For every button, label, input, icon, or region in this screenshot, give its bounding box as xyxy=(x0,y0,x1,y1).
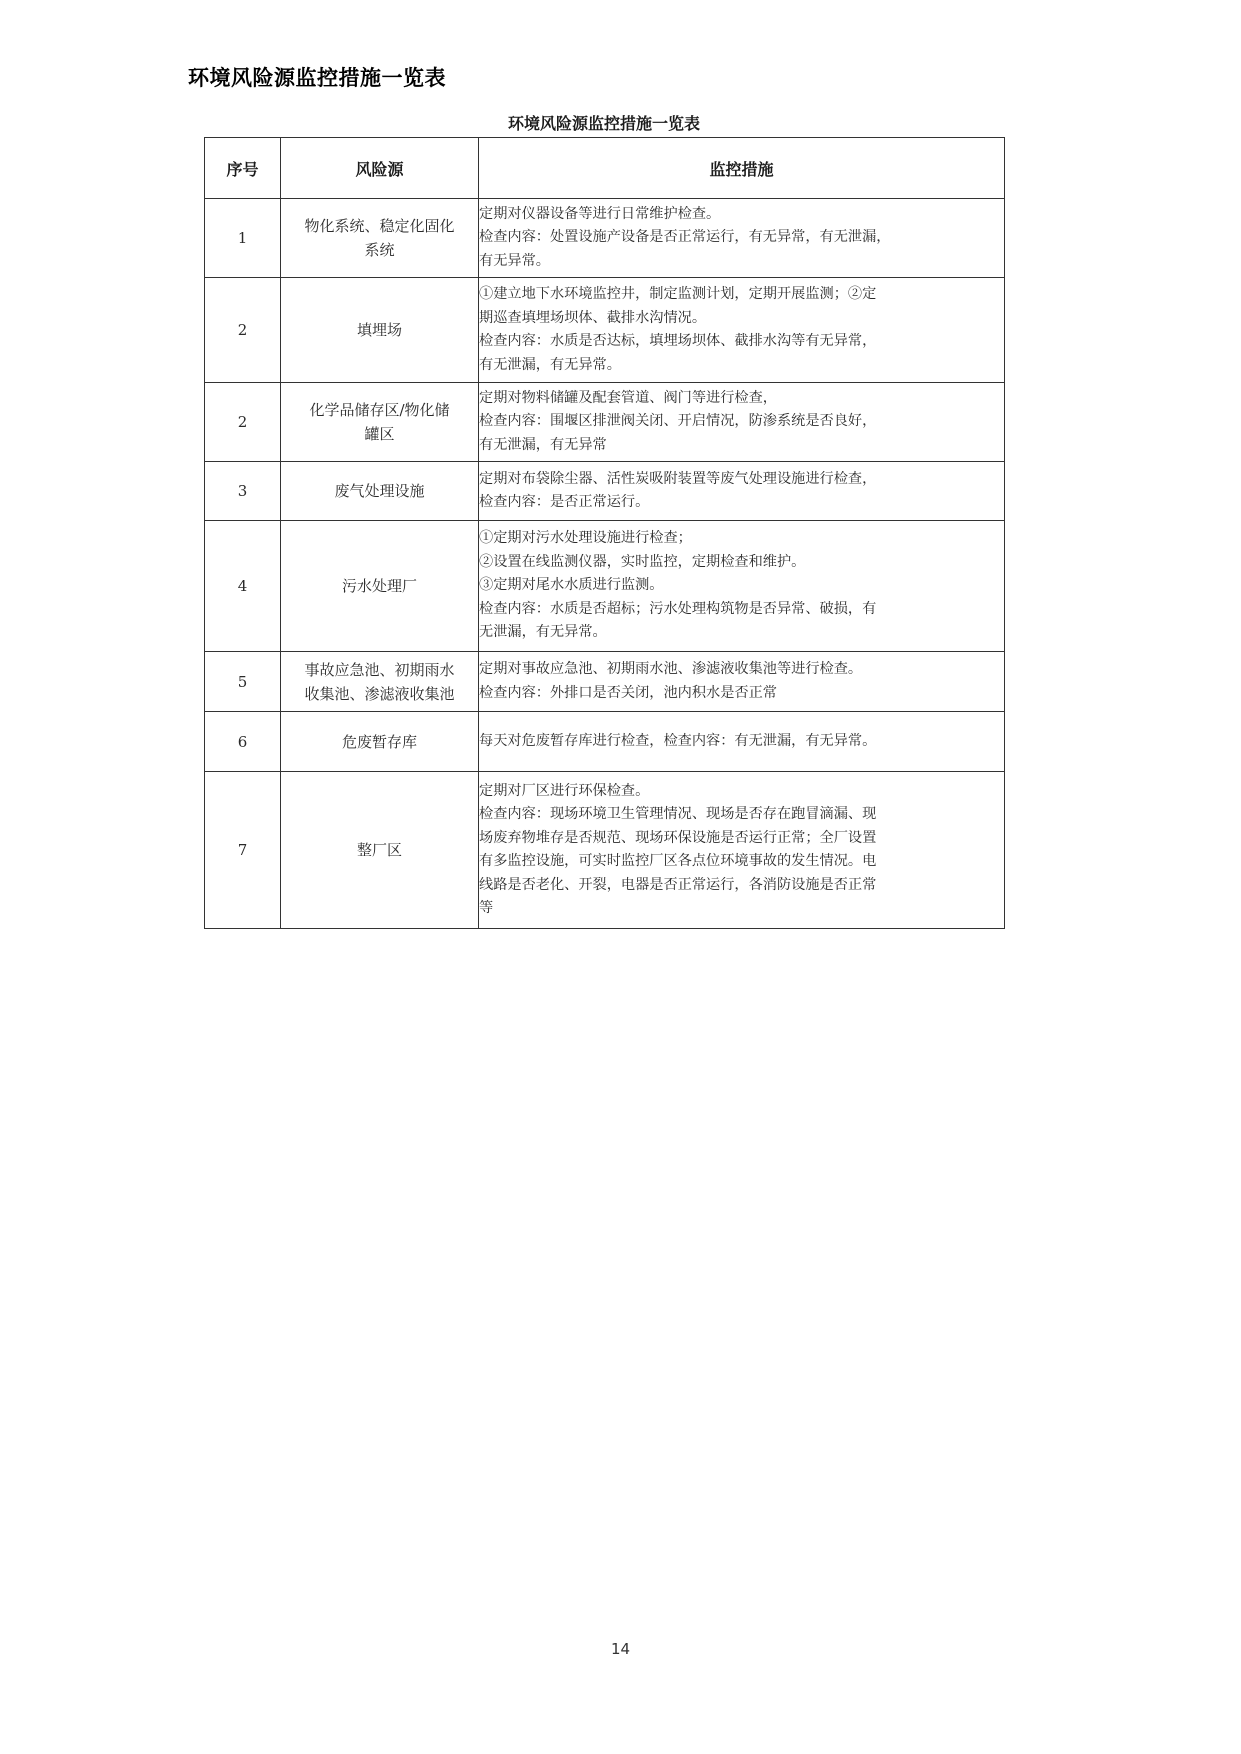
measure-line: 有多监控设施，可实时监控厂区各点位环境事故的发生情况。电 xyxy=(479,853,877,869)
measure-line: 无泄漏，有无异常。 xyxy=(479,624,607,641)
row-measures xyxy=(479,712,1005,772)
source-line: 系统 xyxy=(364,241,395,259)
row-no: 4 xyxy=(205,521,281,652)
table-header-row xyxy=(205,138,1005,199)
row-source xyxy=(281,199,479,278)
row-no: 7 xyxy=(205,772,281,929)
header-no: 序号 xyxy=(205,138,281,199)
table-row xyxy=(205,652,1005,712)
measure-line: 检查内容：水质是否超标；污水处理构筑物是否异常、破损，有 xyxy=(479,600,877,617)
measure-line: 定期对物料储罐及配套管道、阀门等进行检查， xyxy=(479,389,777,406)
source-line: 污水处理厂 xyxy=(341,577,417,595)
row-source xyxy=(281,521,479,652)
row-no: 2 xyxy=(205,278,281,383)
row-no: 6 xyxy=(205,712,281,772)
row-source xyxy=(281,278,479,383)
row-source xyxy=(281,712,479,772)
row-measures xyxy=(479,772,1005,929)
table-row xyxy=(205,199,1005,278)
row-no: 2 xyxy=(205,383,281,462)
row-no: 5 xyxy=(205,652,281,712)
row-source xyxy=(281,462,479,521)
measure-line: 场废弃物堆存是否规范、现场环保设施是否运行正常；全厂设置 xyxy=(479,829,877,846)
row-measures xyxy=(479,199,1005,278)
measure-line: ①建立地下水环境监控井，制定监测计划，定期开展监测；②定 xyxy=(479,286,877,302)
measure-line: 线路是否老化、开裂，电器是否正常运行，各消防设施是否正常 xyxy=(479,876,877,893)
source-line: 废气处理设施 xyxy=(334,482,425,500)
table-row xyxy=(205,521,1005,652)
risk-monitoring-table xyxy=(204,137,1005,929)
row-measures xyxy=(479,278,1005,383)
measure-line: 定期对仪器设备等进行日常维护检查。 xyxy=(479,205,721,222)
source-line: 危废暂存库 xyxy=(341,732,417,751)
row-measures xyxy=(479,383,1005,462)
source-line: 罐区 xyxy=(364,425,395,443)
measure-line: 有无泄漏，有无异常。 xyxy=(479,356,621,373)
row-source xyxy=(281,772,479,929)
table-caption: 环境风险源监控措施一览表 xyxy=(507,114,700,133)
source-line: 事故应急池、初期雨水 xyxy=(304,660,455,679)
table-row xyxy=(205,383,1005,462)
page-number: 14 xyxy=(610,1640,631,1658)
measure-line: 等 xyxy=(479,900,494,916)
header-measures: 监控措施 xyxy=(479,138,1005,199)
source-line: 化学品储存区/物化储 xyxy=(309,401,450,419)
row-measures xyxy=(479,462,1005,521)
measure-line: 每天对危废暂存库进行检查，检查内容：有无泄漏，有无异常。 xyxy=(479,732,877,749)
table-row xyxy=(205,712,1005,772)
measure-line: 检查内容：处置设施产设备是否正常运行，有无异常，有无泄漏， xyxy=(479,229,891,246)
measure-line: 有无异常。 xyxy=(479,252,550,269)
measure-line: 定期对事故应急池、初期雨水池、渗滤液收集池等进行检查。 xyxy=(479,661,863,677)
source-line: 填埋场 xyxy=(356,321,402,339)
measure-line: ②设置在线监测仪器，实时监控，定期检查和维护。 xyxy=(479,553,806,570)
table-row xyxy=(205,278,1005,383)
source-line: 整厂区 xyxy=(356,841,402,859)
measure-line: ③定期对尾水水质进行监测。 xyxy=(479,577,664,594)
source-line: 收集池、渗滤液收集池 xyxy=(304,684,455,703)
row-measures xyxy=(479,521,1005,652)
table-row xyxy=(205,462,1005,521)
measure-line: 检查内容：围堰区排泄阀关闭、开启情况，防渗系统是否良好， xyxy=(479,413,877,430)
measure-line: ①定期对污水处理设施进行检查； xyxy=(479,530,692,547)
row-no: 1 xyxy=(205,199,281,278)
measure-line: 检查内容：水质是否达标，填埋场坝体、截排水沟等有无异常， xyxy=(479,333,877,349)
measure-line: 期巡查填埋场坝体、截排水沟情况。 xyxy=(479,309,707,326)
measure-line: 检查内容：是否正常运行。 xyxy=(479,494,650,510)
measure-line: 有无泄漏，有无异常 xyxy=(479,436,607,453)
measure-line: 定期对厂区进行环保检查。 xyxy=(479,782,650,799)
page-heading: 环境风险源监控措施一览表 xyxy=(188,66,446,90)
row-source xyxy=(281,383,479,462)
row-no: 3 xyxy=(205,462,281,521)
measure-line: 定期对布袋除尘器、活性炭吸附装置等废气处理设施进行检查， xyxy=(479,470,877,487)
measure-line: 检查内容：现场环境卫生管理情况、现场是否存在跑冒滴漏、现 xyxy=(479,806,877,822)
header-source: 风险源 xyxy=(281,138,479,199)
row-measures xyxy=(479,652,1005,712)
source-line: 物化系统、稳定化固化 xyxy=(304,217,455,235)
table-row xyxy=(205,772,1005,929)
row-source xyxy=(281,652,479,712)
measure-line: 检查内容：外排口是否关闭，池内积水是否正常 xyxy=(479,684,777,701)
